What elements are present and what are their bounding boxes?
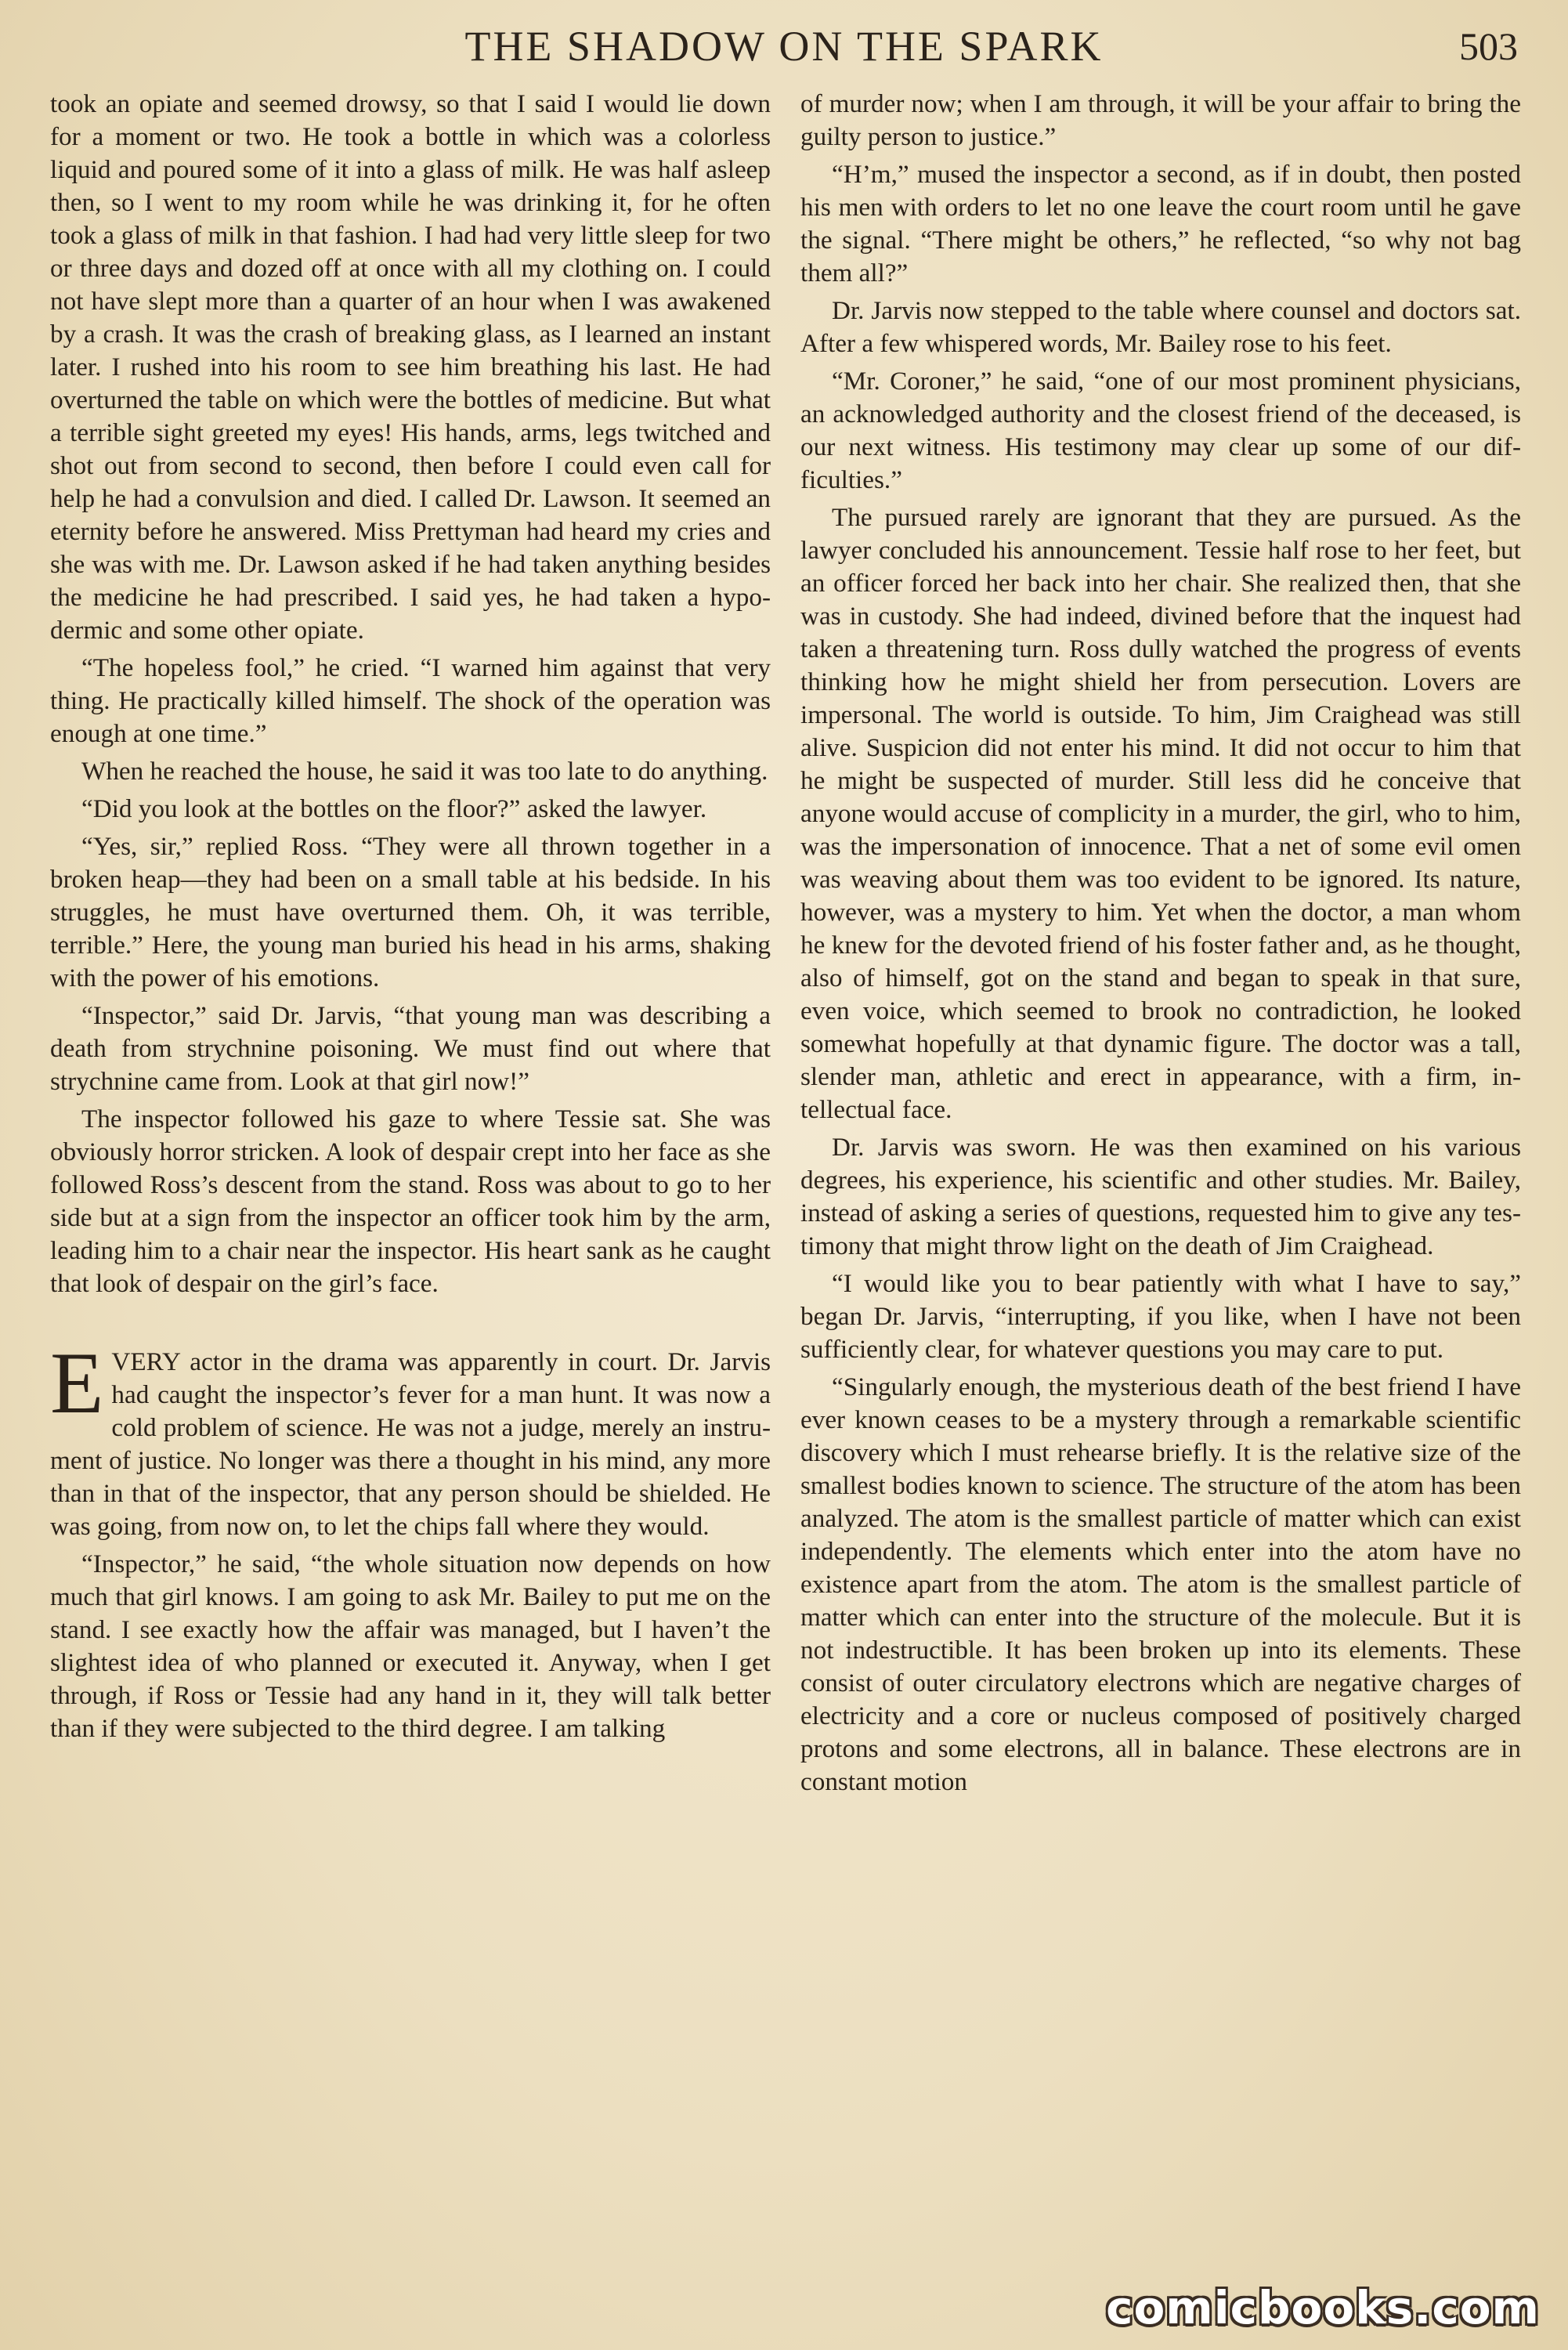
paragraph: “The hopeless fool,” he cried. “I warned him against that very thing. He practically killed himself. The shock of the operation was enough at one time.” [50,653,771,748]
paragraph-text: VERY actor in the drama was apparently in court. Dr. Jarvis had caught the inspector’s fever for a man hunt. It was now a cold problem of science. He was not a judge, merely an instrument of justice. No longer was there a thought in his mind, any more than in that of the inspector, that any person should be shielded. He was going, from now on, to let the chips fall where they would. [50,1347,771,1541]
running-title: THE SHADOW ON THE SPARK [464,23,1104,70]
paragraph: “H’m,” mused the inspector a second, as if in doubt, then posted his men with orders to let no one leave the court room until he gave the signal. “There might be others,” he reflected, “so why not bag them all?” [800,160,1521,287]
paragraph: “Yes, sir,” replied Ross. “They were all thrown together in a broken heap—they had been on a small table at his bedside. In his struggles, he must have overturned them. Oh, it was terrible, terrible.” Here, the young man buried his head in his arms, shaking with the power of his emotions. [50,832,771,992]
paragraph: Dr. Jarvis was sworn. He was then examined on his various degrees, his experience, his scientific and other studies. Mr. Bailey, instead of asking a series of questions, requested him to give any testimony that might throw light on the death of Jim Craighead. [800,1133,1521,1260]
paragraph: “Mr. Coroner,” he said, “one of our most prominent physicians, an acknowledged authority and the closest friend of the deceased, is our next witness. His testimony may clear up some of our difficulties.” [800,367,1521,494]
right-column [800,88,1521,1803]
paragraph: Dr. Jarvis now stepped to the table where counsel and doctors sat. After a few whispered words, Mr. Bailey rose to his feet. [800,296,1521,358]
paragraph: “Inspector,” he said, “the whole situation now depends on how much that girl knows. I am going to ask Mr. Bailey to put me on the stand. I see exactly how the affair was managed, but I haven’t the slightest idea of who planned or executed it. Anyway, when I get through, if Ross or Tessie had any hand in it, they will talk better than if they were subjected to the third degree. I am talking [50,1549,771,1743]
paragraph: of murder now; when I am through, it will be your affair to bring the guilty person to justice.” [800,89,1521,151]
page-number: 503 [1459,24,1518,68]
paragraph: took an opiate and seemed drowsy, so that I said I would lie down for a moment or two. He took a bottle in which was a colorless liquid and poured some of it into a glass of milk. He was half asleep then, so I went to my room while he was drinking it, for he often took a glass of milk in that fashion. I had had very little sleep for two or three days and dozed off at once with all my clothing on. I could not have slept more than a quarter of an hour when I was awakened by a crash. It was the crash of breaking glass, as I learned an instant later. I rushed into his room to see him breathing his last. He had overturned the table on which were the bottles of medicine. But what a terrible sight greeted my eyes! His hands, arms, legs twitched and shot out from second to second, then before I could even call for help he had a convulsion and died. I called Dr. Lawson. It seemed an eternity before he answered. Miss Prettyman had heard my cries and she was with me. Dr. Lawson asked if he had taken anything besides the medicine he had prescribed. I said yes, he had taken a hypodermic and some other opiate. [50,89,771,645]
paragraph: When he reached the house, he said it was too late to do anything. [81,757,768,786]
drop-cap: E [50,1335,104,1432]
left-column [50,88,771,1750]
paragraph: “I would like you to bear patiently with what I have to say,” began Dr. Jarvis, “interrupting, if you like, when I have not been sufficiently clear, for whatever questions you may care to put. [800,1269,1521,1364]
paragraph: “Singularly enough, the mysterious death of the best friend I have ever known ceases to be a mystery through a remarkable scientific discovery which I must rehearse briefly. It is the relative size of the smallest bodies known to science. The structure of the atom has been analyzed. The atom is the smallest particle of matter which can exist independently. The elements which enter into the atom have no existence apart from the atom. The atom is the smallest particle of matter which can enter into the structure of the molecule. But it is not indestructible. It has been broken up into its elements. These consist of outer circulatory electrons which are negative charges of electricity and a core or nucleus composed of positively charged protons and some electrons, all in balance. These electrons are in constant motion [800,1372,1521,1796]
paragraph: “Did you look at the bottles on the floor?” asked the lawyer. [81,794,707,823]
section-break [50,1305,771,1346]
paragraph: The inspector followed his gaze to where Tessie sat. She was obviously horror stricken. A look of despair crept into her face as she followed Ross’s descent from the stand. Ross was about to go to her side but at a sign from the inspector an officer took him by the arm, leading him to a chair near the inspector. His heart sank as he caught that look of despair on the girl’s face. [50,1104,771,1298]
watermark-logo: comicbooks.com [1106,2281,1540,2334]
page-header [0,22,1568,77]
paragraph: “Inspector,” said Dr. Jarvis, “that young man was describing a death from strychnine poisoning. We must find out where that strychnine came from. Look at that girl now!” [50,1001,771,1096]
paragraph: The pursued rarely are ignorant that they are pursued. As the lawyer concluded his announcement. Tessie half rose to her feet, but an officer forced her back into her chair. She realized then, that she was in custody. She had indeed, divined before that the inquest had taken a threatening turn. Ross dully watched the progress of events thinking how he might shield her from persecution. Lovers are impersonal. The world is outside. To him, Jim Craighead was still alive. Suspicion did not enter his mind. It did not occur to him that he might be suspected of murder. Still less did he conceive that anyone would accuse of complicity in a murder, the girl, who to him, was the impersonation of innocence. That a net of some evil omen was weaving about them was too evident to be ignored. Its nature, however, was a mystery to him. Yet when the doctor, a man whom he knew for the devoted friend of his foster father and, as he thought, also of himself, got on the stand and began to speak in that sure, even voice, which seemed to brook no contradiction, he looked somewhat hopefully at that dynamic figure. The doctor was a tall, slender man, athletic and erect in appearance, with a firm, intellectual face. [800,503,1521,1124]
drop-cap-paragraph [50,1335,771,1543]
